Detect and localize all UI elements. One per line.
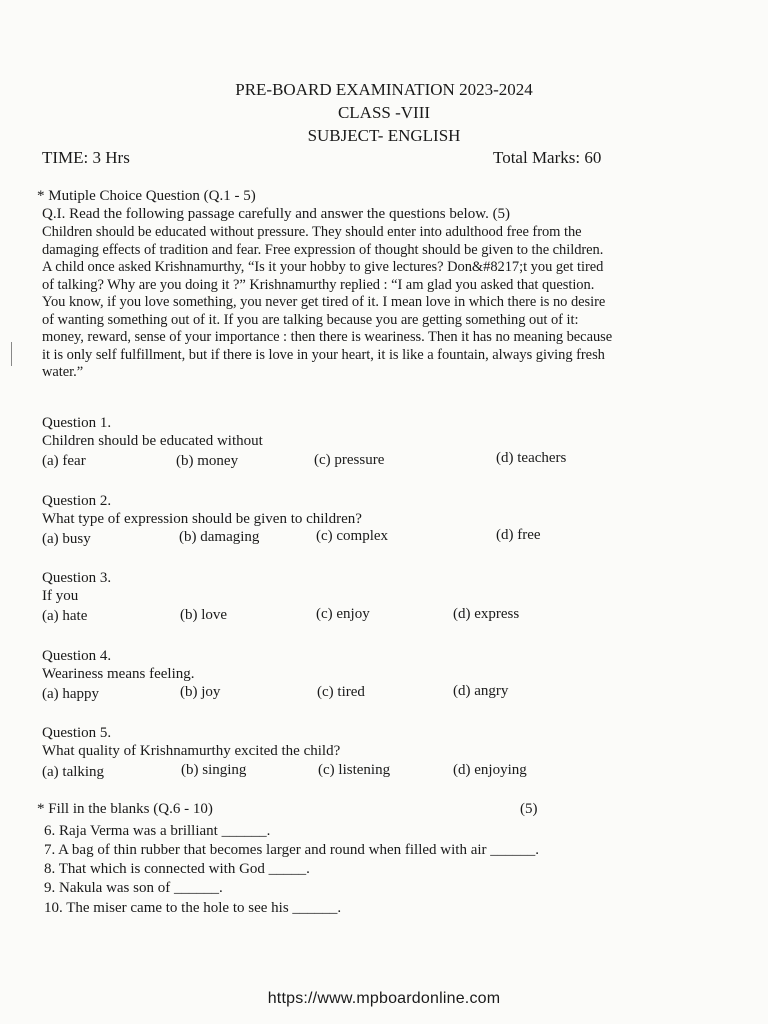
- option-c: (c) pressure: [314, 452, 385, 468]
- question-text: If you: [42, 588, 79, 604]
- reading-passage: [42, 224, 747, 382]
- option-c: (c) complex: [316, 528, 389, 544]
- option-c: (c) enjoy: [316, 606, 370, 622]
- class-label: CLASS -VIII: [337, 103, 431, 122]
- question-4: [42, 647, 194, 683]
- option-b: (b) love: [180, 607, 228, 623]
- subject-label: SUBJECT- ENGLISH: [307, 126, 461, 145]
- exam-title: PRE-BOARD EXAMINATION 2023-2024: [235, 80, 533, 99]
- scan-margin-mark: [11, 342, 12, 366]
- mcq-heading: * Mutiple Choice Question (Q.1 - 5): [37, 188, 256, 204]
- option-a: (a) busy: [42, 531, 91, 547]
- question-5: [42, 724, 340, 760]
- option-c: (c) listening: [318, 762, 391, 778]
- option-b: (b) singing: [181, 762, 247, 778]
- option-a: (a) talking: [42, 764, 105, 780]
- option-d: (d) teachers: [496, 450, 567, 466]
- passage-line: money, reward, sense of your importance : then there is weariness. Then it has no meaning because: [42, 329, 613, 345]
- total-marks-label: Total Marks: 60: [493, 148, 602, 167]
- blank-item: 6. Raja Verma was a brilliant ______.: [44, 823, 271, 839]
- passage-line: A child once asked Krishnamurthy, “Is it your hobby to give lectures? Don&#8217;t you get tired: [42, 259, 604, 275]
- question-title: Question 4.: [42, 648, 112, 664]
- option-c: (c) tired: [317, 684, 365, 700]
- passage-line: of talking? Why are you doing it ?” Krishnamurthy replied : “I am glad you asked that question.: [42, 276, 595, 293]
- question-text: What quality of Krishnamurthy excited the child?: [42, 743, 341, 759]
- option-d: (d) express: [453, 606, 520, 622]
- option-a: (a) fear: [42, 453, 86, 469]
- blank-item: 8. That which is connected with God _____.: [44, 861, 310, 877]
- mcq-instruction: Q.I. Read the following passage carefully and answer the questions below. (5): [42, 206, 511, 222]
- option-d: (d) free: [496, 527, 541, 543]
- question-text: What type of expression should be given to children?: [42, 511, 362, 527]
- fill-blanks-marks: (5): [520, 801, 538, 817]
- passage-line: damaging effects of tradition and fear. Free expression of thought should be given to the children.: [42, 241, 604, 258]
- passage-line: of wanting something out of it. If you are talking because you are getting something out of it:: [42, 311, 579, 328]
- blank-item: 9. Nakula was son of ______.: [44, 880, 223, 896]
- fill-blanks-heading: * Fill in the blanks (Q.6 - 10): [37, 801, 213, 817]
- footer-url: https://www.mpboardonline.com: [267, 990, 501, 1007]
- question-text: Children should be educated without: [42, 433, 263, 449]
- option-a: (a) happy: [42, 686, 100, 702]
- question-1: [42, 414, 263, 450]
- passage-line: Children should be educated without pressure. They should enter into adulthood free from the: [42, 224, 582, 240]
- passage-line: it is only self fulfillment, but if there is love in your heart, it is like a fountain, always giving fresh: [42, 346, 605, 363]
- option-b: (b) damaging: [179, 529, 260, 545]
- question-title: Question 1.: [42, 415, 112, 431]
- question-text: Weariness means feeling.: [42, 666, 195, 682]
- blank-item: 7. A bag of thin rubber that becomes larger and round when filled with air ______.: [44, 842, 540, 858]
- option-b: (b) money: [176, 453, 239, 469]
- question-title: Question 3.: [42, 570, 112, 586]
- question-title: Question 5.: [42, 725, 112, 741]
- passage-line: water.”: [42, 364, 84, 380]
- option-a: (a) hate: [42, 608, 88, 624]
- time-label: TIME: 3 Hrs: [42, 148, 130, 167]
- blank-item: 10. The miser came to the hole to see his ______.: [44, 900, 342, 916]
- option-d: (d) enjoying: [453, 762, 527, 778]
- question-3: [42, 569, 111, 605]
- passage-line: You know, if you love something, you never get tired of it. I mean love in which there is no desire: [42, 294, 606, 310]
- question-2: [42, 492, 362, 528]
- option-b: (b) joy: [180, 684, 221, 700]
- option-d: (d) angry: [453, 683, 509, 699]
- question-title: Question 2.: [42, 493, 112, 509]
